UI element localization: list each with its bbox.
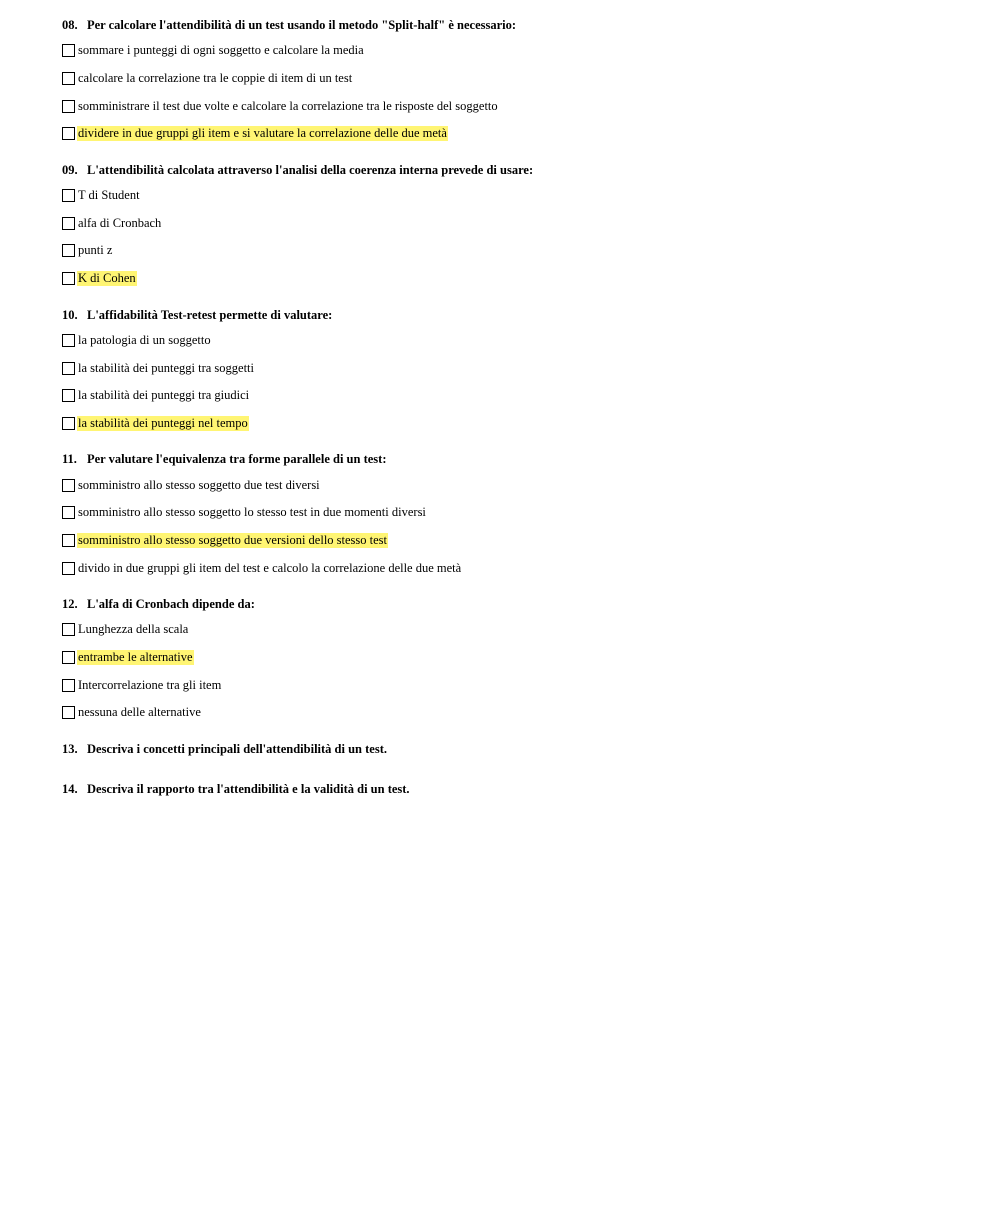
- question-text: Descriva il rapporto tra l'attendibilità e la validità di un test.: [87, 781, 410, 796]
- checkbox[interactable]: [62, 272, 75, 285]
- checkbox[interactable]: [62, 217, 75, 230]
- answer-option[interactable]: [62, 527, 962, 555]
- checkbox[interactable]: [62, 100, 75, 113]
- question-title: [62, 595, 962, 613]
- checkbox[interactable]: [62, 244, 75, 257]
- question-10: [62, 306, 962, 438]
- question-title: [62, 780, 962, 798]
- checkbox[interactable]: [62, 623, 75, 636]
- answer-option[interactable]: [62, 554, 962, 582]
- checkbox[interactable]: [62, 44, 75, 57]
- answer-label: Lunghezza della scala: [78, 622, 189, 637]
- answer-options: [62, 616, 962, 727]
- answer-label: calcolare la correlazione tra le coppie di item di un test: [78, 71, 353, 86]
- checkbox[interactable]: [62, 334, 75, 347]
- answer-option[interactable]: [62, 382, 962, 410]
- answer-label: divido in due gruppi gli item del test e calcolo la correlazione delle due metà: [78, 560, 462, 575]
- answer-option[interactable]: [62, 265, 962, 293]
- checkbox[interactable]: [62, 534, 75, 547]
- answer-option[interactable]: [62, 327, 962, 355]
- checkbox[interactable]: [62, 679, 75, 692]
- checkbox[interactable]: [62, 72, 75, 85]
- answer-options: [62, 37, 962, 148]
- highlighted-answer-label: K di Cohen: [78, 271, 136, 286]
- answer-label: la stabilità dei punteggi tra giudici: [78, 388, 250, 403]
- answer-options: [62, 327, 962, 438]
- question-12: [62, 595, 962, 727]
- answer-label: alfa di Cronbach: [78, 215, 162, 230]
- question-text: Per calcolare l'attendibilità di un test usando il metodo "Split-half" è necessario:: [87, 18, 517, 32]
- question-08: [62, 16, 962, 148]
- question-number: 14.: [62, 781, 78, 796]
- checkbox[interactable]: [62, 389, 75, 402]
- answer-label: nessuna delle alternative: [78, 705, 201, 720]
- question-title: [62, 740, 962, 758]
- answer-label: Intercorrelazione tra gli item: [78, 677, 222, 692]
- answer-label: T di Student: [78, 188, 140, 203]
- question-text: L'affidabilità Test-retest permette di valutare:: [87, 307, 333, 322]
- checkbox[interactable]: [62, 706, 75, 719]
- answer-option[interactable]: [62, 499, 962, 527]
- question-title: [62, 16, 962, 34]
- answer-option[interactable]: [62, 92, 962, 120]
- checkbox[interactable]: [62, 479, 75, 492]
- highlighted-answer-label: somministro allo stesso soggetto due versioni dello stesso test: [78, 532, 388, 547]
- question-number: 08.: [62, 18, 78, 32]
- answer-option[interactable]: [62, 671, 962, 699]
- question-number: 09.: [62, 162, 78, 177]
- answer-label: somministrare il test due volte e calcolare la correlazione tra le risposte del soggetto: [78, 98, 498, 113]
- question-11: [62, 450, 962, 582]
- checkbox[interactable]: [62, 189, 75, 202]
- checkbox[interactable]: [62, 127, 75, 140]
- answer-label: la stabilità dei punteggi tra soggetti: [78, 360, 255, 375]
- answer-option[interactable]: [62, 471, 962, 499]
- question-number: 11.: [62, 452, 77, 467]
- question-title: [62, 450, 962, 468]
- question-text: Per valutare l'equivalenza tra forme parallele di un test:: [87, 452, 387, 467]
- answer-label: somministro allo stesso soggetto due test diversi: [78, 477, 320, 492]
- answer-option[interactable]: [62, 410, 962, 438]
- highlighted-answer-label: entrambe le alternative: [78, 650, 193, 665]
- answer-option[interactable]: [62, 644, 962, 672]
- answer-option[interactable]: [62, 120, 962, 148]
- answer-label: somministro allo stesso soggetto lo stesso test in due momenti diversi: [78, 505, 426, 520]
- answer-option[interactable]: [62, 37, 962, 65]
- answer-option[interactable]: [62, 65, 962, 93]
- checkbox[interactable]: [62, 362, 75, 375]
- quiz-document: [62, 16, 962, 820]
- answer-label: sommare i punteggi di ogni soggetto e calcolare la media: [78, 43, 364, 58]
- question-number: 13.: [62, 741, 78, 756]
- answer-option[interactable]: [62, 354, 962, 382]
- answer-option[interactable]: [62, 209, 962, 237]
- question-text: L'alfa di Cronbach dipende da:: [87, 597, 255, 611]
- answer-option[interactable]: [62, 237, 962, 265]
- checkbox[interactable]: [62, 651, 75, 664]
- question-09: [62, 161, 962, 293]
- question-14: [62, 780, 962, 798]
- question-number: 12.: [62, 597, 78, 611]
- question-title: [62, 161, 962, 179]
- question-title: [62, 306, 962, 324]
- checkbox[interactable]: [62, 506, 75, 519]
- answer-options: [62, 471, 962, 582]
- checkbox[interactable]: [62, 417, 75, 430]
- answer-label: punti z: [78, 243, 113, 258]
- question-text: L'attendibilità calcolata attraverso l'analisi della coerenza interna prevede di usare:: [87, 162, 534, 177]
- highlighted-answer-label: la stabilità dei punteggi nel tempo: [78, 415, 248, 430]
- question-number: 10.: [62, 307, 78, 322]
- answer-label: la patologia di un soggetto: [78, 332, 211, 347]
- answer-option[interactable]: [62, 616, 962, 644]
- answer-option[interactable]: [62, 182, 962, 210]
- question-text: Descriva i concetti principali dell'attendibilità di un test.: [87, 741, 387, 756]
- answer-options: [62, 182, 962, 293]
- answer-option[interactable]: [62, 699, 962, 727]
- checkbox[interactable]: [62, 562, 75, 575]
- highlighted-answer-label: dividere in due gruppi gli item e si valutare la correlazione delle due metà: [78, 126, 447, 141]
- question-13: [62, 740, 962, 758]
